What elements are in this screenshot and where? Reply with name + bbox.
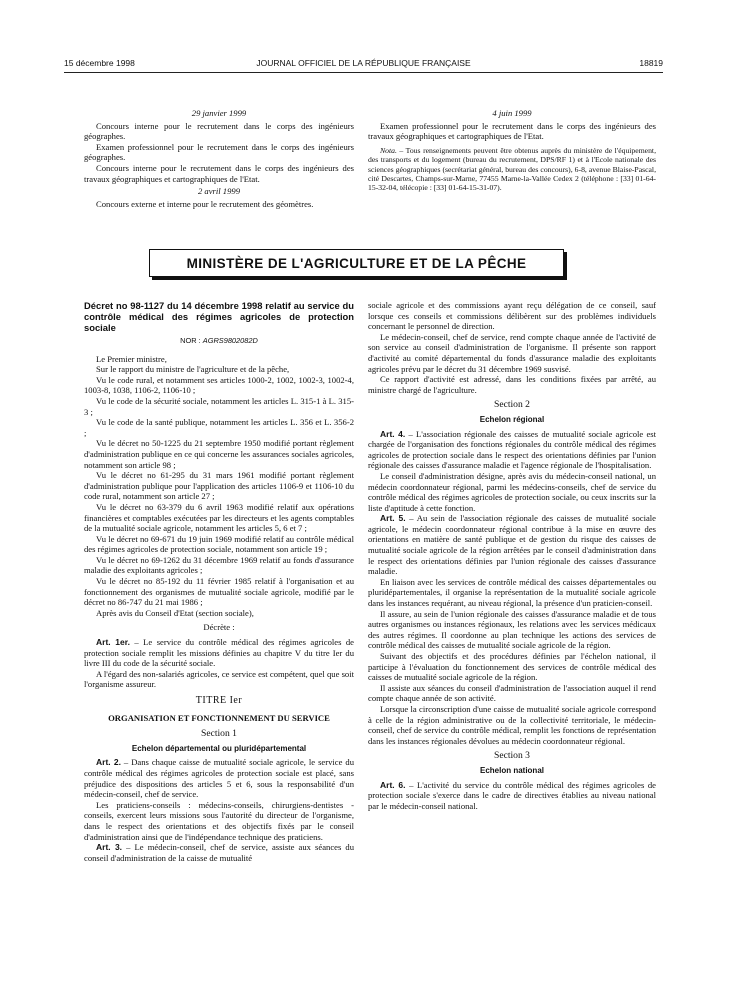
section-heading: Section 3: [494, 750, 530, 762]
paragraph: sociale agricole et des commissions ayant reçu délégation de ce conseil, sauf lorsque ces conseils et commissions délibèrent sur des problèmes individuels concernant le personnel de direction.: [368, 300, 656, 332]
paragraph: Il assure, au sein de l'union régionale des caisses d'assurance maladie et de tous autres organismes ou instances régionaux, les relations avec les services médicaux des autres régimes. Il coordonne au plan technique les actions des services de contrôle médical des caisses de mutualité sociale agricole de la région.: [368, 608, 656, 651]
ministry-banner: MINISTÈRE DE L'AGRICULTURE ET DE LA PÊCHE: [149, 249, 564, 277]
article-2: [84, 757, 354, 799]
paragraph: Examen professionnel pour le recrutement dans le corps des ingénieurs des travaux géographiques et cartographiques de l'Etat.: [368, 120, 656, 142]
paragraph: Suivant des objectifs et des procédures définies par l'échelon national, il participe à l'évaluation du fonctionnement des services de contrôle médical des caisses de mutualité sociale agricole de la région.: [368, 651, 656, 683]
article-text: – Au sein de l'association régionale des caisses de mutualité sociale agricole, le médecin coordonnateur régional contribue à la mise en œuvre des orientations en matière de santé publique et de gestion du risque des caisses de mutualité sociale agricole de la région arrêtées par le conseil d'administration dans le respect des orientations définies par l'union régionale des caisses d'assurance maladie.: [368, 513, 656, 577]
date-line: 4 juin 1999: [492, 108, 532, 118]
date-line: 29 janvier 1999: [191, 108, 247, 118]
article-4: [368, 429, 656, 471]
nor-label: NOR :: [180, 336, 203, 345]
paragraph: Concours interne pour le recrutement dans le corps des ingénieurs géographes.: [84, 120, 354, 142]
paragraph: En liaison avec les services de contrôle médical des caisses départementales ou pluridépartementales, il organise la représentation de la mutualité sociale agricole dans les instances requérant, au niveau régional, la présence d'un praticien-conseil.: [368, 576, 656, 609]
paragraph: Concours externe et interne pour le recrutement des géomètres.: [96, 198, 314, 209]
paragraph: Concours interne pour le recrutement dans le corps des ingénieurs des travaux géographiques et cartographiques de l'Etat.: [84, 162, 354, 184]
echelon-heading: Echelon régional: [479, 414, 545, 424]
page-header: [64, 58, 663, 72]
paragraph: A l'égard des non-salariés agricoles, ce service est compétent, quel que soit l'organisme assureur.: [84, 668, 354, 690]
paragraph: Ce rapport d'activité est adressé, dans les conditions fixées par arrêté, au ministre chargé de l'agriculture.: [368, 374, 656, 395]
left-column: [84, 300, 354, 863]
nota-label: Nota.: [380, 145, 397, 155]
header-journal-title: JOURNAL OFFICIEL DE LA RÉPUBLIQUE FRANÇAISE: [256, 58, 471, 68]
decrete-heading: Décrète :: [203, 622, 235, 633]
article-label: Art. 4.: [380, 428, 406, 439]
decree-title: Décret no 98-1127 du 14 décembre 1998 relatif au service du contrôle médical des régimes agricoles de protection sociale: [84, 300, 354, 333]
article-text: – Dans chaque caisse de mutualité sociale agricole, le service du contrôle médical des régimes agricoles de protection sociale est placé, sans préjudice des dispositions des articles 5 et 6, sous la responsabilité d'un médecin-conseil, chef de service.: [84, 757, 354, 800]
paragraph: Vu le décret no 63-379 du 6 avril 1963 modifié relatif aux opérations financières et comptables exécutées par les directeurs et les agents comptables de la mutualité sociale agricole, notamment les articles 5, 6 et 7 ;: [84, 501, 354, 534]
nor-code: AGRS9802082D: [202, 336, 258, 345]
article-label: Art. 6.: [380, 779, 406, 790]
paragraph: Vu le décret no 61-295 du 31 mars 1961 modifié portant règlement d'administration publique pour l'application des articles 1106-9 et 1106-10 du code rural, notamment son article 27 ;: [84, 470, 354, 502]
echelon-heading: Echelon départemental ou pluridépartemental: [131, 743, 307, 753]
section-heading: Section 1: [201, 728, 237, 740]
header-page-number: 18819: [639, 58, 663, 68]
header-rule: [64, 72, 663, 73]
paragraph: Il assiste aux séances du conseil d'administration de l'association auquel il rend compte chaque année de son activité.: [368, 682, 656, 704]
paragraph: Vu le code rural, et notamment ses articles 1000-2, 1002, 1002-3, 1002-4, 1003-8, 1038, 1106-2, 1106-10 ;: [84, 374, 354, 396]
article-label: Art. 5.: [380, 513, 406, 524]
paragraph: Sur le rapport du ministre de l'agriculture et de la pêche,: [96, 364, 290, 375]
paragraph: Vu le décret no 85-192 du 11 février 1985 relatif à l'organisation et au fonctionnement des organismes de mutualité sociale agricole, modifié par le décret no 86-747 du 21 mai 1986 ;: [84, 576, 354, 608]
nota-note: [368, 146, 656, 193]
titre-heading: TITRE Ier: [195, 695, 243, 706]
echelon-heading: Echelon national: [479, 765, 544, 775]
article-label: Art. 1er.: [96, 637, 130, 648]
paragraph: Vu le code de la santé publique, notamment les articles L. 356 et L. 356-2 ;: [84, 417, 354, 438]
paragraph: Vu le décret no 50-1225 du 21 septembre 1950 modifié portant règlement d'administration publique en ce qui concerne les assurances sociales agricoles, notamment son article 98 ;: [84, 438, 354, 470]
paragraph: Après avis du Conseil d'Etat (section sociale),: [96, 607, 254, 618]
article-label: Art. 2.: [96, 757, 121, 768]
paragraph: Le conseil d'administration désigne, après avis du médecin-conseil national, un médecin coordonnateur régional, parmi les médecins-conseils, chef de service du contrôle médical des régimes agricoles de protection sociale, ou ceux inscrits sur la liste d'aptitude à cette fonction.: [368, 470, 656, 513]
paragraph: Les praticiens-conseils : médecins-conseils, chirurgiens-dentistes - conseils, exercent leurs missions sous l'autorité du directeur de l'organisme, dans le respect des orientations et des objectifs fixés par le conseil d'administration ainsi que de l'indépendance technique des praticiens.: [84, 799, 354, 842]
top-left-block: [84, 106, 354, 209]
organisation-heading: ORGANISATION ET FONCTIONNEMENT DU SERVICE: [108, 712, 330, 723]
article-6: [368, 780, 656, 812]
section-heading: Section 2: [494, 399, 530, 411]
article-text: – Le service du contrôle médical des régimes agricoles de protection sociale remplit les missions définies au chapitre V du titre Ier du livre III du code de la sécurité sociale.: [84, 637, 354, 669]
article-text: – L'activité du service du contrôle médical des régimes agricoles de protection sociale s'exerce dans le cadre de directives établies au niveau national par le médecin-conseil national.: [368, 779, 656, 811]
paragraph: Le Premier ministre,: [96, 353, 167, 364]
right-column: [368, 300, 656, 811]
paragraph: Le médecin-conseil, chef de service, rend compte chaque année de l'activité de son service au conseil d'administration de l'organisme. Il présente son rapport d'activité au comité départemental du fonds d'assurance maladie des exploitants agricoles prévu par le décret du 31 décembre 1969 susvisé.: [368, 331, 656, 374]
nor-reference: [84, 336, 354, 347]
nota-text: – Tous renseignements peuvent être obtenus auprès du ministère de l'équipement, des transports et du logement (bureau du recrutement, DPS/RF 1) et à l'Ecole nationale des sciences géographiques (secrétariat général, bureau des concours), 6-8, avenue Blaise-Pascal, cité Descartes, Champs-sur-Marne, 77455 Marne-la-Vallée Cedex 2 (téléphone : [33] 01-64-15-32-04, télécopie : [33] 01-64-15-31-07).: [368, 145, 656, 193]
article-text: – L'association régionale des caisses de mutualité sociale agricole est chargée de l'organisation des fonctions régionales du contrôle médical des régimes agricoles de protection sociale dans le respect des orientations définies par l'union régionale des caisses d'assurance maladie et l'agence régionale de l'hospitalisation.: [368, 428, 656, 471]
article-1: [84, 637, 354, 669]
article-text: – Le médecin-conseil, chef de service, assiste aux séances du conseil d'administration de la caisse de mutualité: [84, 842, 354, 863]
header-date: 15 décembre 1998: [64, 58, 135, 68]
date-line: 2 avril 1999: [197, 186, 240, 197]
article-5: [368, 513, 656, 577]
paragraph: Examen professionnel pour le recrutement dans le corps des ingénieurs géographes.: [84, 141, 354, 163]
paragraph: Vu le décret no 69-671 du 19 juin 1969 modifié relatif au contrôle médical des régimes agricoles de protection sociale, notamment son article 19 ;: [84, 533, 354, 555]
paragraph: Lorsque la circonscription d'une caisse de mutualité sociale agricole correspond à celle de la région administrative ou de la collectivité territoriale, le médecin-conseil, chef de service du contrôle médical, remplit les fonctions de représentation dans les instances régionales dévolues au médecin coordonnateur régional.: [368, 703, 656, 746]
paragraph: Vu le décret no 69-1262 du 31 décembre 1969 relatif au fonds d'assurance maladie des exploitants agricoles ;: [84, 554, 354, 576]
paragraph: Vu le code de la sécurité sociale, notamment les articles L. 315-1 à L. 315-3 ;: [84, 395, 354, 417]
top-right-block: [368, 106, 656, 193]
article-3: [84, 842, 354, 863]
article-label: Art. 3.: [96, 842, 123, 853]
